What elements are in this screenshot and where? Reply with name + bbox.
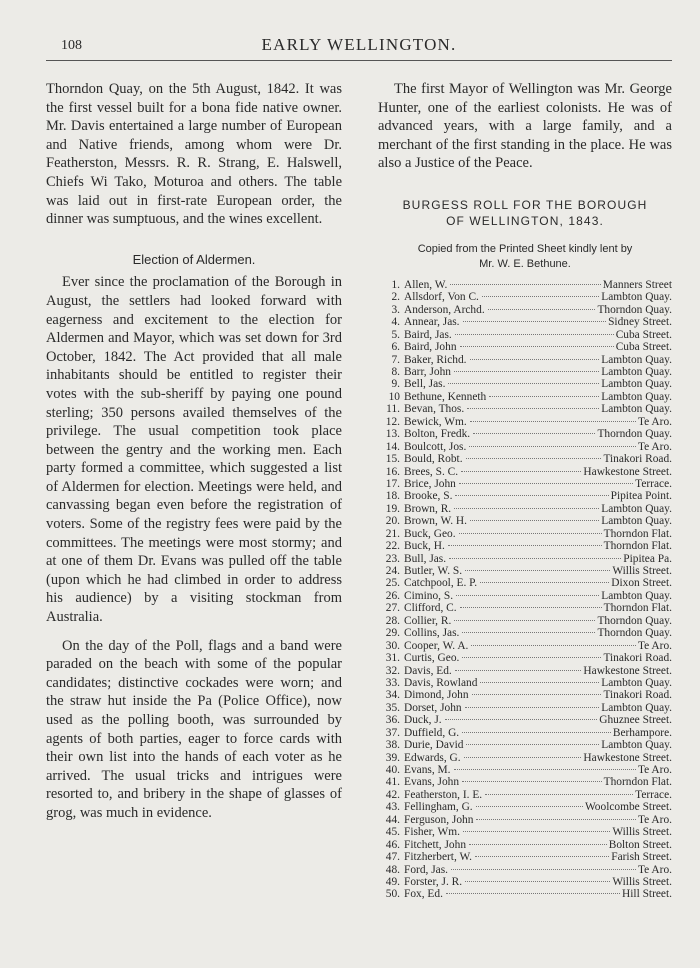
entry-number: 36. [385,714,400,727]
burgess-roll-entry [378,739,672,751]
entry-number: 39. [385,751,400,764]
entry-number: 4. [391,316,400,329]
dot-leader [469,844,607,845]
entry-name: Evans, John [404,776,460,789]
burgess-roll-entry [378,590,672,602]
dot-leader [485,794,633,795]
burgess-roll-entry [378,839,672,851]
burgess-roll-entry [378,615,672,627]
dot-leader [450,284,600,285]
entry-name: Durie, David [404,739,464,752]
entry-name: Forster, J. R. [404,875,463,888]
entry-number: 37. [385,726,400,739]
entry-number: 9. [391,378,400,391]
entry-address: Pipitea Pa. [623,552,672,565]
entry-address: Thorndon Quay. [597,428,672,441]
paragraph-vessel-dinner: Thorndon Quay, on the 5th August, 1842. It was the first vessel built for a bona fide native owner. Mr. Davis entertained a large number of European and Native friends, among whom were Dr. Featherston, Messrs. R. R. Strang, E. Halswell, Chiefs Wi Tako, Moturoa and others. The table was laid out in first-rate European order, the dinner was sumptuous, and the wines excellent. [46,81,342,228]
entry-number: 27. [385,602,400,615]
burgess-roll-entry [378,540,672,552]
burgess-roll-entry [378,714,672,726]
burgess-roll-entry [378,416,672,428]
entry-name: Clifford, C. [404,602,457,615]
dot-leader [446,893,620,894]
entry-name: Anderson, Archd. [404,303,485,316]
burgess-roll-entry [378,652,672,664]
left-column [46,80,342,823]
paragraph-gap [46,627,342,637]
entry-number: 32. [385,664,400,677]
entry-number: 35. [385,701,400,714]
burgess-roll-entry [378,677,672,689]
burgess-roll-entry [378,627,672,639]
dot-leader [462,781,602,782]
entry-number: 23. [385,552,400,565]
dot-leader [470,359,600,360]
entry-address: Te Aro. [638,440,672,453]
burgess-roll-title-line: OF WELLINGTON, 1843. [446,213,604,228]
entry-address: Lambton Quay. [601,353,672,366]
entry-number: 24. [385,565,400,578]
entry-name: Brees, S. C. [404,465,459,478]
dot-leader [456,595,599,596]
dot-leader [480,582,609,583]
entry-name: Fox, Ed. [404,888,443,901]
burgess-roll-entry [378,503,672,515]
entry-name: Evans, M. [404,764,451,777]
dot-leader [445,719,598,720]
dot-leader [465,707,600,708]
entry-number: 2. [391,291,400,304]
entry-name: Davis, Ed. [404,664,452,677]
entry-number: 49. [385,875,400,888]
entry-address: Lambton Quay. [601,676,672,689]
entry-address: Lambton Quay. [601,291,672,304]
right-column [378,80,672,901]
entry-number: 42. [385,788,400,801]
dot-leader [466,458,602,459]
entry-name: Ford, Jas. [404,863,448,876]
entry-address: Te Aro. [638,813,672,826]
burgess-roll-title-line: BURGESS ROLL FOR THE BOROUGH [402,197,648,212]
entry-address: Dixon Street. [611,577,672,590]
burgess-roll-entry [378,279,672,291]
entry-name: Fitzherbert, W. [404,851,473,864]
running-title: EARLY WELLINGTON. [261,35,457,54]
dot-leader [467,408,599,409]
entry-name: Edwards, G. [404,751,461,764]
burgess-roll-entry [378,776,672,788]
burgess-roll-entry [378,391,672,403]
entry-number: 29. [385,627,400,640]
burgess-roll-entry [378,565,672,577]
burgess-roll-entry [378,640,672,652]
entry-address: Terrace. [635,788,672,801]
entry-name: Baird, Jas. [404,328,452,341]
entry-name: Buck, H. [404,540,445,553]
entry-address: Woolcombe Street. [584,801,672,814]
burgess-roll-entry [378,441,672,453]
burgess-roll-source-note [378,242,672,272]
burgess-roll-entry [378,888,672,900]
entry-name: Bewick, Wm. [404,415,467,428]
page-header [46,34,672,60]
entry-name: Brown, W. H. [404,515,467,528]
dot-leader [470,421,636,422]
dot-leader [463,321,607,322]
entry-address: Lambton Quay. [601,515,672,528]
entry-name: Collins, Jas. [404,627,460,640]
entry-name: Cimino, S. [404,589,454,602]
entry-number: 43. [385,801,400,814]
burgess-roll-entry [378,341,672,353]
entry-number: 20. [385,515,400,528]
entry-name: Bolton, Fredk. [404,428,471,441]
header-rule [46,60,672,61]
dot-leader [476,806,583,807]
entry-address: Bolton Street. [608,838,672,851]
entry-number: 48. [385,863,400,876]
burgess-roll-entry [378,478,672,490]
dot-leader [472,694,602,695]
entry-address: Lambton Quay. [601,366,672,379]
entry-address: Lambton Quay. [601,589,672,602]
dot-leader [482,296,599,297]
dot-leader [459,483,633,484]
burgess-roll-entry [378,291,672,303]
entry-name: Duck, J. [404,714,442,727]
entry-name: Fitchett, John [404,838,467,851]
entry-address: Lambton Quay. [601,502,672,515]
entry-address: Lambton Quay. [601,378,672,391]
dot-leader [459,533,602,534]
entry-name: Baker, Richd. [404,353,467,366]
entry-number: 5. [391,328,400,341]
entry-name: Fisher, Wm. [404,826,460,839]
burgess-roll-entry [378,764,672,776]
entry-name: Dimond, John [404,689,469,702]
dot-leader [489,396,599,397]
entry-address: Thorndon Quay. [597,303,672,316]
entry-number: 28. [385,614,400,627]
entry-address: Lambton Quay. [601,701,672,714]
entry-number: 18. [385,490,400,503]
page-number: 108 [61,38,82,53]
entry-address: Hawkestone Street. [583,664,672,677]
burgess-roll-entry [378,665,672,677]
entry-number: 44. [385,813,400,826]
entry-name: Allen, W. [404,278,448,291]
dot-leader [449,558,621,559]
entry-number: 11. [386,403,400,416]
dot-leader [471,645,636,646]
section-heading-election: Election of Aldermen. [132,251,256,267]
entry-number: 7. [391,353,400,366]
entry-number: 40. [385,764,400,777]
dot-leader [465,570,610,571]
entry-address: Te Aro. [638,863,672,876]
entry-name: Featherston, I. E. [404,788,483,801]
dot-leader [454,371,599,372]
dot-leader [462,732,611,733]
burgess-roll-entry [378,876,672,888]
burgess-roll-entry [378,316,672,328]
entry-address: Hill Street. [622,888,672,901]
entry-number: 33. [385,676,400,689]
dot-leader [460,607,602,608]
entry-address: Lambton Quay. [601,403,672,416]
entry-address: Tinakori Road. [603,652,672,665]
entry-name: Boulcott, Jos. [404,440,467,453]
entry-name: Bevan, Thos. [404,403,465,416]
entry-number: 26. [385,589,400,602]
dot-leader [460,346,614,347]
burgess-roll-entry [378,403,672,415]
burgess-roll-entry [378,329,672,341]
entry-address: Te Aro. [638,415,672,428]
burgess-roll-entry [378,826,672,838]
entry-address: Ghuznee Street. [599,714,672,727]
entry-name: Bould, Robt. [404,453,463,466]
entry-name: Davis, Rowland [404,676,478,689]
burgess-roll-entry [378,428,672,440]
entry-address: Thorndon Flat. [603,602,672,615]
entry-address: Cuba Street. [615,341,672,354]
entry-number: 21. [385,527,400,540]
entry-number: 6. [391,341,400,354]
entry-name: Buck, Geo. [404,527,456,540]
entry-address: Lambton Quay. [601,390,672,403]
entry-number: 8. [391,366,400,379]
entry-address: Tinakori Road. [603,453,672,466]
paragraph-poll-day: On the day of the Poll, flags and a band were paraded on the beach with some of the popular candidates; distinctive cockades were worn; and the straw hut inside the Pa (Police Office), now used as the polling booth, was surrounded by agents of both parties, eager to force cards with their own list into the hands of each voter as he arrived. The usual tricks and intrigues were resorted to, and bribery in the shape of glasses of grog, was much in evidence. [46,637,342,821]
burgess-roll-entry [378,814,672,826]
entry-address: Farish Street. [611,851,672,864]
entry-number: 46. [385,838,400,851]
burgess-roll-entry [378,528,672,540]
entry-number: 25. [385,577,400,590]
dot-leader [454,769,636,770]
burgess-roll-entry [378,752,672,764]
dot-leader [462,632,595,633]
entry-name: Brown, R. [404,502,452,515]
burgess-roll-entry [378,453,672,465]
entry-address: Lambton Quay. [601,739,672,752]
entry-number: 10 [388,390,400,403]
paragraph-election: Ever since the proclamation of the Borough in August, the settlers had looked forward with eagerness and excitement to the election for Aldermen and Mayor, which was set down for 3rd October, 1842. The Act provided that all male inhabitants should be entitled to register their votes with the sub-sheriff by paying one pound sterling; 350 persons availed themselves of the privilege. The usual competition took place between the gentry and the working men. Each party formed a committee, which suggested a list of Aldermen for election. Meetings were held, and canvassing began even before the registration of voters. Some of the registry fees were paid by the committees. The meetings were most stormy; and at one of them Dr. Evans was pulled off the table (upon which he had climbed in order to address his audience) by a visiting stockman from Australia. [46,274,342,626]
dot-leader [475,856,609,857]
entry-name: Catchpool, E. P. [404,577,478,590]
entry-name: Curtis, Geo. [404,652,460,665]
entry-address: Willis Street. [612,565,672,578]
dot-leader [454,620,595,621]
entry-address: Sidney Street. [608,316,672,329]
dot-leader [448,383,599,384]
entry-address: Te Aro. [638,764,672,777]
burgess-roll-entry [378,378,672,390]
entry-address: Thorndon Flat. [603,776,672,789]
burgess-roll-title [378,197,672,229]
entry-address: Thorndon Quay. [597,627,672,640]
dot-leader [461,471,581,472]
burgess-roll-entry [378,366,672,378]
entry-number: 45. [385,826,400,839]
dot-leader [451,869,636,870]
dot-leader [465,881,610,882]
entry-name: Cooper, W. A. [404,639,469,652]
dot-leader [462,657,601,658]
entry-number: 31. [385,652,400,665]
entry-number: 50. [385,888,400,901]
entry-number: 17. [385,477,400,490]
entry-address: Hawkestone Street. [583,465,672,478]
entry-name: Duffield, G. [404,726,460,739]
burgess-roll-entry [378,864,672,876]
dot-leader [466,744,599,745]
dot-leader [455,670,582,671]
entry-name: Bull, Jas. [404,552,447,565]
entry-name: Allsdorf, Von C. [404,291,479,304]
entry-name: Barr, John [404,366,451,379]
entry-name: Collier, R. [404,614,452,627]
burgess-roll-entry [378,789,672,801]
entry-number: 13. [385,428,400,441]
dot-leader [448,545,602,546]
entry-address: Willis Street. [612,826,672,839]
entry-number: 15. [385,453,400,466]
dot-leader [469,446,636,447]
burgess-roll-entry [378,689,672,701]
entry-number: 1. [391,278,400,291]
entry-number: 22. [385,540,400,553]
dot-leader [470,520,599,521]
entry-address: Cuba Street. [615,328,672,341]
burgess-roll-entry [378,702,672,714]
source-note-line: Mr. W. E. Bethune. [479,257,571,270]
burgess-roll-entry [378,515,672,527]
entry-name: Ferguson, John [404,813,474,826]
burgess-roll-entry [378,727,672,739]
entry-address: Te Aro. [638,639,672,652]
entry-address: Manners Street [602,278,672,291]
entry-address: Thorndon Flat. [603,527,672,540]
entry-number: 14. [385,440,400,453]
dot-leader [464,757,582,758]
entry-address: Terrace. [635,477,672,490]
entry-name: Brice, John [404,477,456,490]
burgess-roll-entry [378,354,672,366]
dot-leader [455,334,614,335]
entry-address: Hawkestone Street. [583,751,672,764]
entry-name: Bethune, Kenneth [404,390,487,403]
entry-address: Thorndon Quay. [597,614,672,627]
burgess-roll-entry [378,490,672,502]
entry-number: 47. [385,851,400,864]
entry-name: Dorset, John [404,701,462,714]
entry-name: Annear, Jas. [404,316,460,329]
entry-number: 16. [385,465,400,478]
dot-leader [480,682,599,683]
burgess-roll-entry [378,801,672,813]
entry-name: Fellingham, G. [404,801,473,814]
paragraph-first-mayor: The first Mayor of Wellington was Mr. George Hunter, one of the earliest colonists. He was of advanced years, with a large family, and a merchant of the first standing in the place. He was also a Justice of the Peace. [378,81,672,172]
dot-leader [476,819,636,820]
burgess-roll-entry [378,602,672,614]
entry-address: Tinakori Road. [603,689,672,702]
dot-leader [488,309,596,310]
entry-number: 38. [385,739,400,752]
burgess-roll-entry [378,304,672,316]
entry-address: Pipitea Point. [610,490,672,503]
entry-number: 12. [385,415,400,428]
entry-address: Berhampore. [612,726,672,739]
entry-address: Thorndon Flat. [603,540,672,553]
entry-number: 34. [385,689,400,702]
entry-name: Baird, John [404,341,457,354]
dot-leader [454,508,599,509]
dot-leader [455,495,608,496]
entry-name: Butler, W. S. [404,565,463,578]
entry-number: 19. [385,502,400,515]
dot-leader [473,433,595,434]
burgess-roll-entry [378,466,672,478]
entry-number: 41. [385,776,400,789]
burgess-roll-entry [378,577,672,589]
entry-number: 30. [385,639,400,652]
dot-leader [463,831,610,832]
burgess-roll-entry [378,553,672,565]
burgess-roll-entry [378,851,672,863]
entry-name: Bell, Jas. [404,378,446,391]
entry-name: Brooke, S. [404,490,453,503]
burgess-roll-list [378,279,672,901]
entry-number: 3. [391,303,400,316]
source-note-line: Copied from the Printed Sheet kindly lent by [417,242,633,255]
entry-address: Willis Street. [612,875,672,888]
